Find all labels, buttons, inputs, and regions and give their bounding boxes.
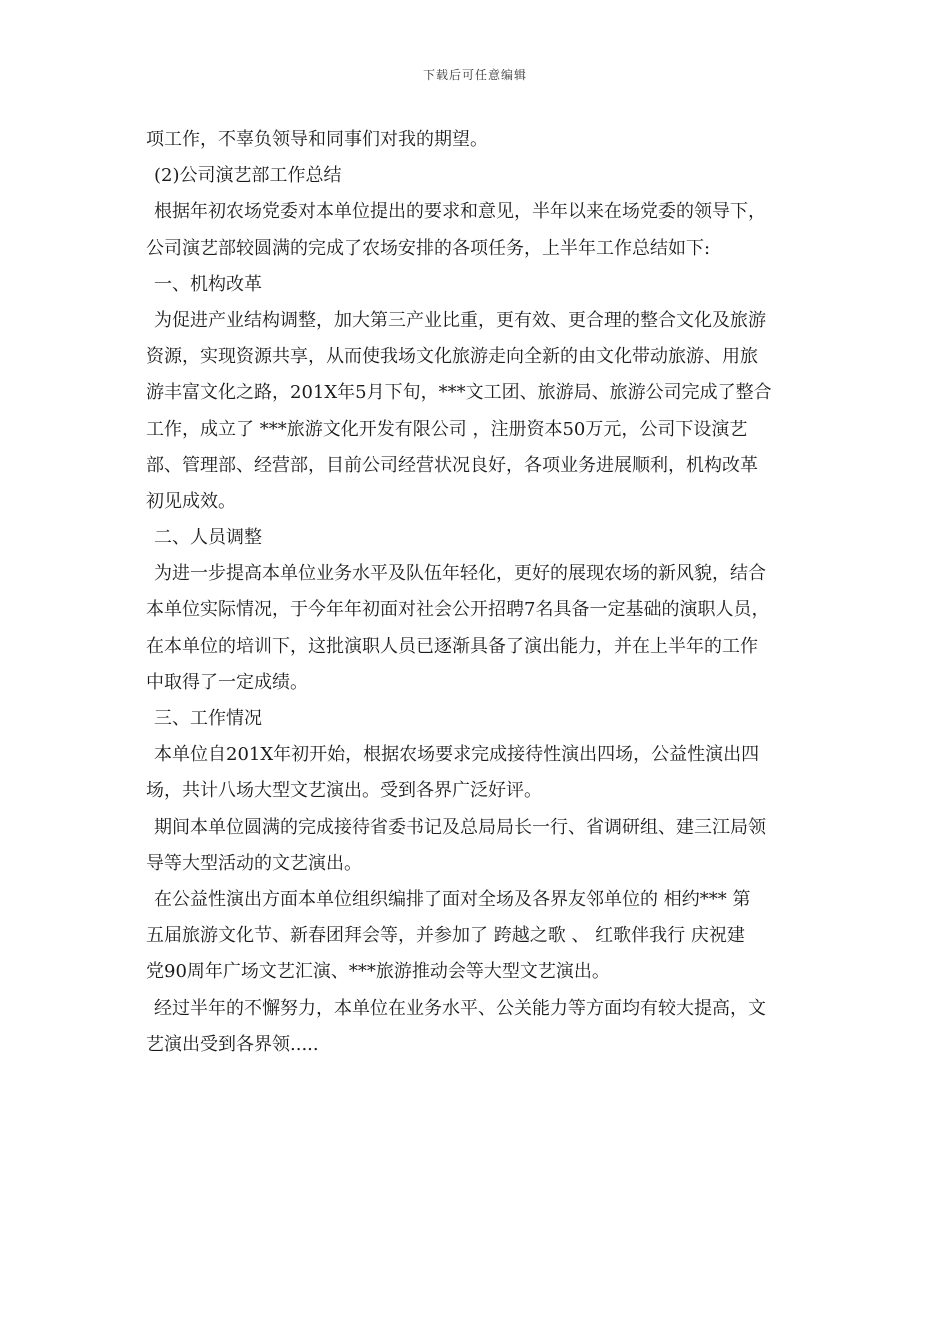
text-line: 党90周年广场文艺汇演、***旅游推动会等大型文艺演出。 <box>146 961 610 983</box>
text-line: 艺演出受到各界领..... <box>146 1033 319 1055</box>
text-line: 本单位实际情况，于今年年初面对社会公开招聘7名具备一定基础的演职人员， <box>146 599 770 621</box>
text-line: 导等大型活动的文艺演出。 <box>146 852 362 874</box>
section-subtitle: (2)公司演艺部工作总结 <box>154 165 342 187</box>
text-line: 场，共计八场大型文艺演出。受到各界广泛好评。 <box>146 780 542 802</box>
document-body <box>146 122 816 1063</box>
text-line: 本单位自201X年初开始，根据农场要求完成接待性演出四场，公益性演出四 <box>154 744 760 766</box>
text-line: 根据年初农场党委对本单位提出的要求和意见，半年以来在场党委的领导下， <box>154 201 766 223</box>
section-heading: 一、机构改革 <box>154 273 262 295</box>
text-line: 为促进产业结构调整，加大第三产业比重，更有效、更合理的整合文化及旅游 <box>154 309 766 331</box>
section-heading: 二、人员调整 <box>154 527 262 549</box>
text-line: 资源，实现资源共享，从而使我场文化旅游走向全新的由文化带动旅游、用旅 <box>146 346 758 368</box>
text-line: 工作，成立了 ***旅游文化开发有限公司 ，注册资本50万元，公司下设演艺 <box>146 418 748 440</box>
text-line: 经过半年的不懈努力，本单位在业务水平、公关能力等方面均有较大提高，文 <box>154 997 766 1019</box>
text-line: 初见成效。 <box>146 490 236 512</box>
text-line: 为进一步提高本单位业务水平及队伍年轻化，更好的展现农场的新风貌，结合 <box>154 563 766 585</box>
text-line: 游丰富文化之路，201X年5月下旬，***文工团、旅游局、旅游公司完成了整合 <box>146 382 772 404</box>
text-line: 在公益性演出方面本单位组织编排了面对全场及各界友邻单位的 相约*** 第 <box>154 888 751 910</box>
text-line: 期间本单位圆满的完成接待省委书记及总局局长一行、省调研组、建三江局领 <box>154 816 766 838</box>
text-line: 部、管理部、经营部，目前公司经营状况良好，各项业务进展顺利，机构改革 <box>146 454 758 476</box>
text-line: 公司演艺部较圆满的完成了农场安排的各项任务，上半年工作总结如下: <box>146 237 711 259</box>
header-note: 下载后可任意编辑 <box>422 68 527 82</box>
text-line: 中取得了一定成绩。 <box>146 671 308 693</box>
text-line: 在本单位的培训下，这批演职人员已逐渐具备了演出能力，并在上半年的工作 <box>146 635 758 657</box>
section-heading: 三、工作情况 <box>154 708 262 729</box>
text-line: 项工作，不辜负领导和同事们对我的期望。 <box>146 129 488 150</box>
text-line: 五届旅游文化节、新春团拜会等，并参加了 跨越之歌 、 红歌伴我行 庆祝建 <box>146 925 745 947</box>
